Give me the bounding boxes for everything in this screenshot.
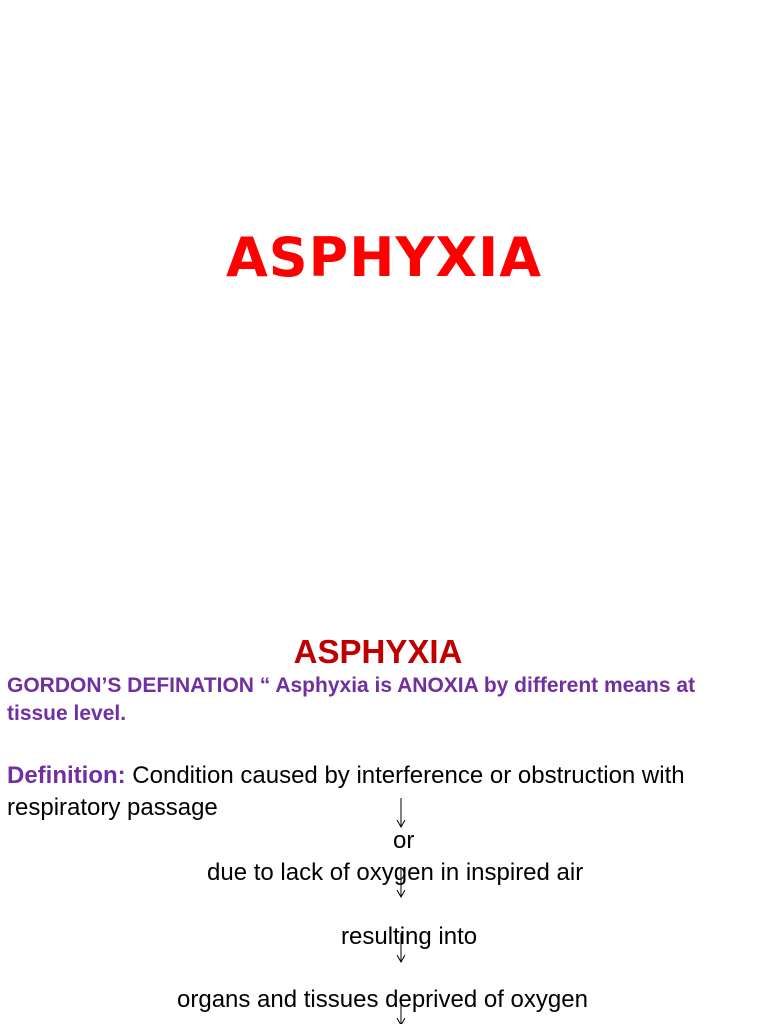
down-arrow-icon — [396, 996, 406, 1024]
down-arrow-icon — [396, 868, 406, 898]
down-arrow-icon — [396, 798, 406, 828]
definition-label: Definition: — [7, 762, 126, 789]
slide-heading: ASPHYXIA — [293, 633, 463, 670]
definition-paragraph — [7, 760, 727, 824]
flow-or: or — [393, 827, 415, 854]
down-arrow-icon — [396, 933, 406, 963]
flow-resulting-into: resulting into — [341, 923, 478, 950]
gordon-definition: GORDON’S DEFINATION “ Asphyxia is ANOXIA by different means at tissue level. — [7, 674, 696, 725]
definition-slide — [0, 600, 768, 1024]
definition-text: Condition caused by interference or obstruction with respiratory passage — [7, 762, 685, 821]
flow-deprived: organs and tissues deprived of oxygen — [177, 986, 588, 1013]
flow-lack-of-oxygen: due to lack of oxygen in inspired air — [207, 859, 584, 886]
slide-title: ASPHYXIA — [225, 226, 543, 289]
